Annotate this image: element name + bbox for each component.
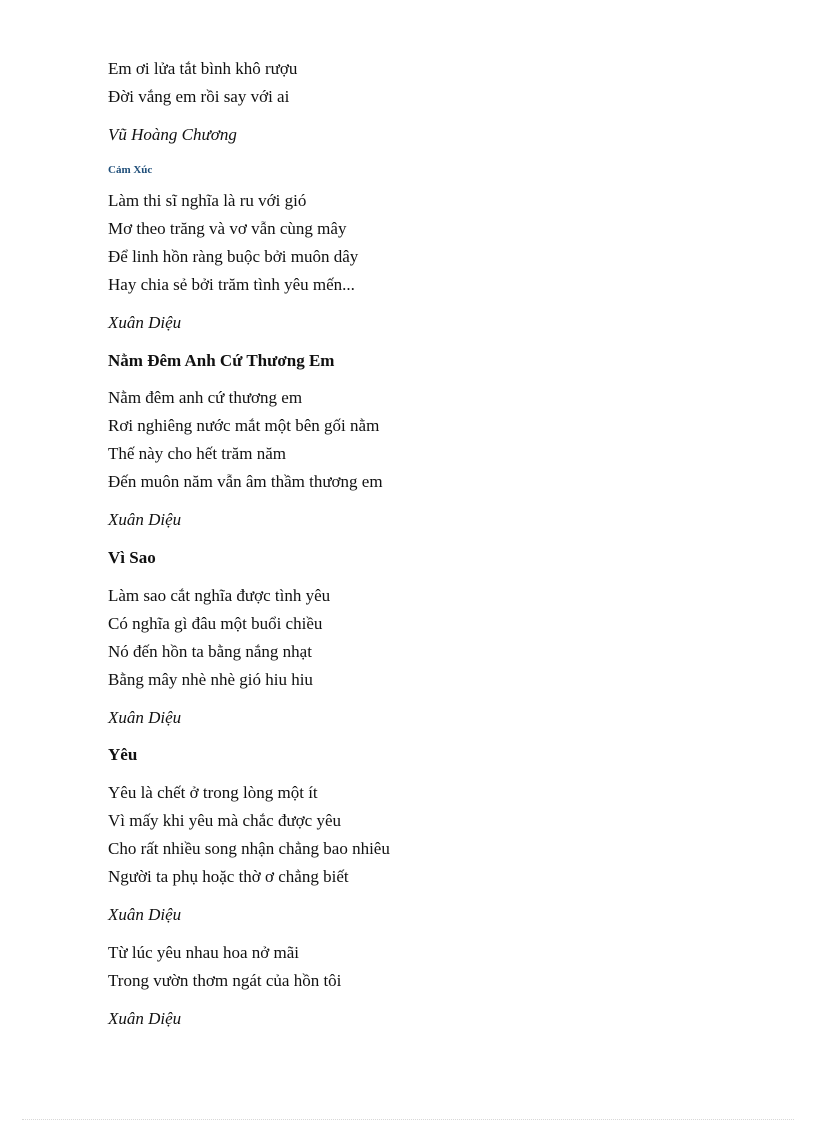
verse-line: Vì mấy khi yêu mà chắc được yêu <box>108 811 341 830</box>
verse-line: Bằng mây nhè nhè gió hiu hiu <box>108 670 313 689</box>
author-name: Xuân Diệu <box>108 905 182 924</box>
verse-line: Đời vắng em rồi say với ai <box>108 87 290 106</box>
poem-title: Nằm Đêm Anh Cứ Thương Em <box>108 351 335 370</box>
author-name: Vũ Hoàng Chương <box>108 125 237 144</box>
poem-title: Yêu <box>108 745 138 764</box>
verse-line: Đến muôn năm vẫn âm thầm thương em <box>108 472 383 491</box>
poem-title: Cảm Xúc <box>108 164 153 176</box>
verse-line: Mơ theo trăng và vơ vẫn cùng mây <box>108 219 347 238</box>
verse-line: Hay chia sẻ bởi trăm tình yêu mến... <box>108 275 355 294</box>
author-name: Xuân Diệu <box>108 510 182 529</box>
author-name: Xuân Diệu <box>108 313 182 332</box>
verse-line: Yêu là chết ở trong lòng một ít <box>108 783 318 802</box>
verse-line: Có nghĩa gì đâu một buổi chiều <box>108 614 323 633</box>
verse-line: Nó đến hồn ta bằng nắng nhạt <box>108 642 312 661</box>
verse-line: Để linh hồn ràng buộc bởi muôn dây <box>108 247 359 266</box>
verse-line: Từ lúc yêu nhau hoa nở mãi <box>108 943 299 962</box>
verse-line: Rơi nghiêng nước mắt một bên gối nằm <box>108 416 380 435</box>
verse-line: Trong vườn thơm ngát của hồn tôi <box>108 971 342 990</box>
verse-line: Thế này cho hết trăm năm <box>108 444 286 463</box>
author-name: Xuân Diệu <box>108 708 182 727</box>
verse-line: Làm thi sĩ nghĩa là ru với gió <box>108 191 307 210</box>
verse-line: Nằm đêm anh cứ thương em <box>108 388 303 407</box>
verse-line: Làm sao cắt nghĩa được tình yêu <box>108 586 331 605</box>
poem-title: Vì Sao <box>108 548 156 567</box>
page-bottom-divider <box>22 1119 794 1120</box>
verse-line: Người ta phụ hoặc thờ ơ chẳng biết <box>108 867 349 886</box>
verse-line: Em ơi lửa tắt bình khô rượu <box>108 59 298 78</box>
verse-line: Cho rất nhiều song nhận chẳng bao nhiêu <box>108 839 390 858</box>
author-name: Xuân Diệu <box>108 1009 182 1028</box>
